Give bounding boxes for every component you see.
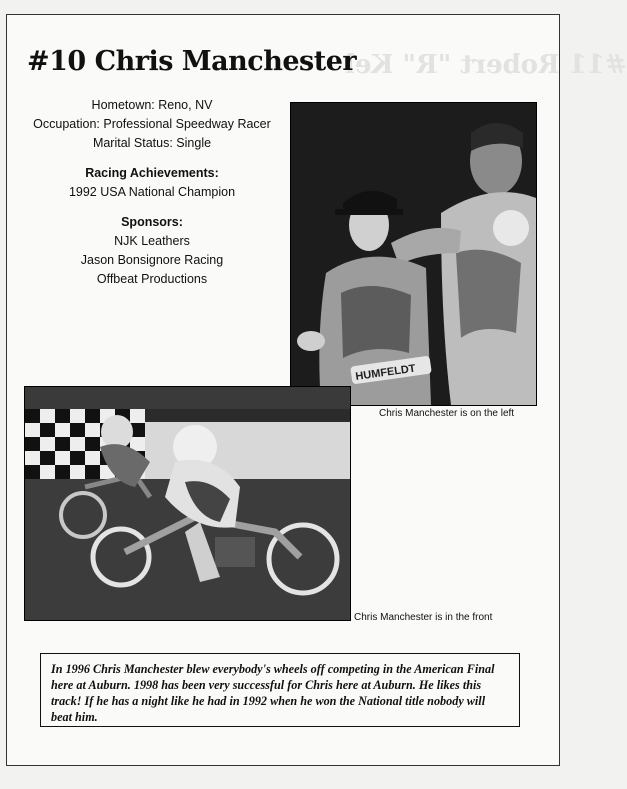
- page-title: #10 Chris Manchester: [27, 46, 357, 77]
- sponsor-item: NJK Leathers: [114, 234, 190, 248]
- story-box: In 1996 Chris Manchester blew everybody's wheels off competing in the American Final here at Auburn. 1998 has been very successful for Chris here at Auburn. He likes this track! If he has a night like he had in 1992 when he won the National title nobody will beat him.: [40, 653, 520, 727]
- occupation-text: Occupation: Professional Speedway Racer: [33, 117, 271, 131]
- bleed-through-text: #11 Robert "R" Kel: [345, 50, 627, 80]
- sponsor-item: Jason Bonsignore Racing: [80, 253, 224, 267]
- race-photo: [24, 386, 351, 621]
- sponsors-heading: Sponsors:: [121, 215, 183, 229]
- jacket-logo-text: HUMFELDT: [354, 362, 417, 383]
- marital-status-text: Marital Status: Single: [92, 136, 212, 150]
- achievements-heading: Racing Achievements:: [85, 166, 219, 180]
- hometown-text: Hometown: Reno, NV: [91, 98, 213, 112]
- sponsor-item: Offbeat Productions: [96, 272, 208, 286]
- podium-photo-caption: Chris Manchester is on the left: [379, 408, 515, 419]
- achievement-item: 1992 USA National Champion: [68, 185, 236, 199]
- race-photo-caption: Chris Manchester is in the front: [354, 612, 493, 623]
- profile-block: [30, 96, 274, 289]
- podium-photo: [290, 102, 537, 406]
